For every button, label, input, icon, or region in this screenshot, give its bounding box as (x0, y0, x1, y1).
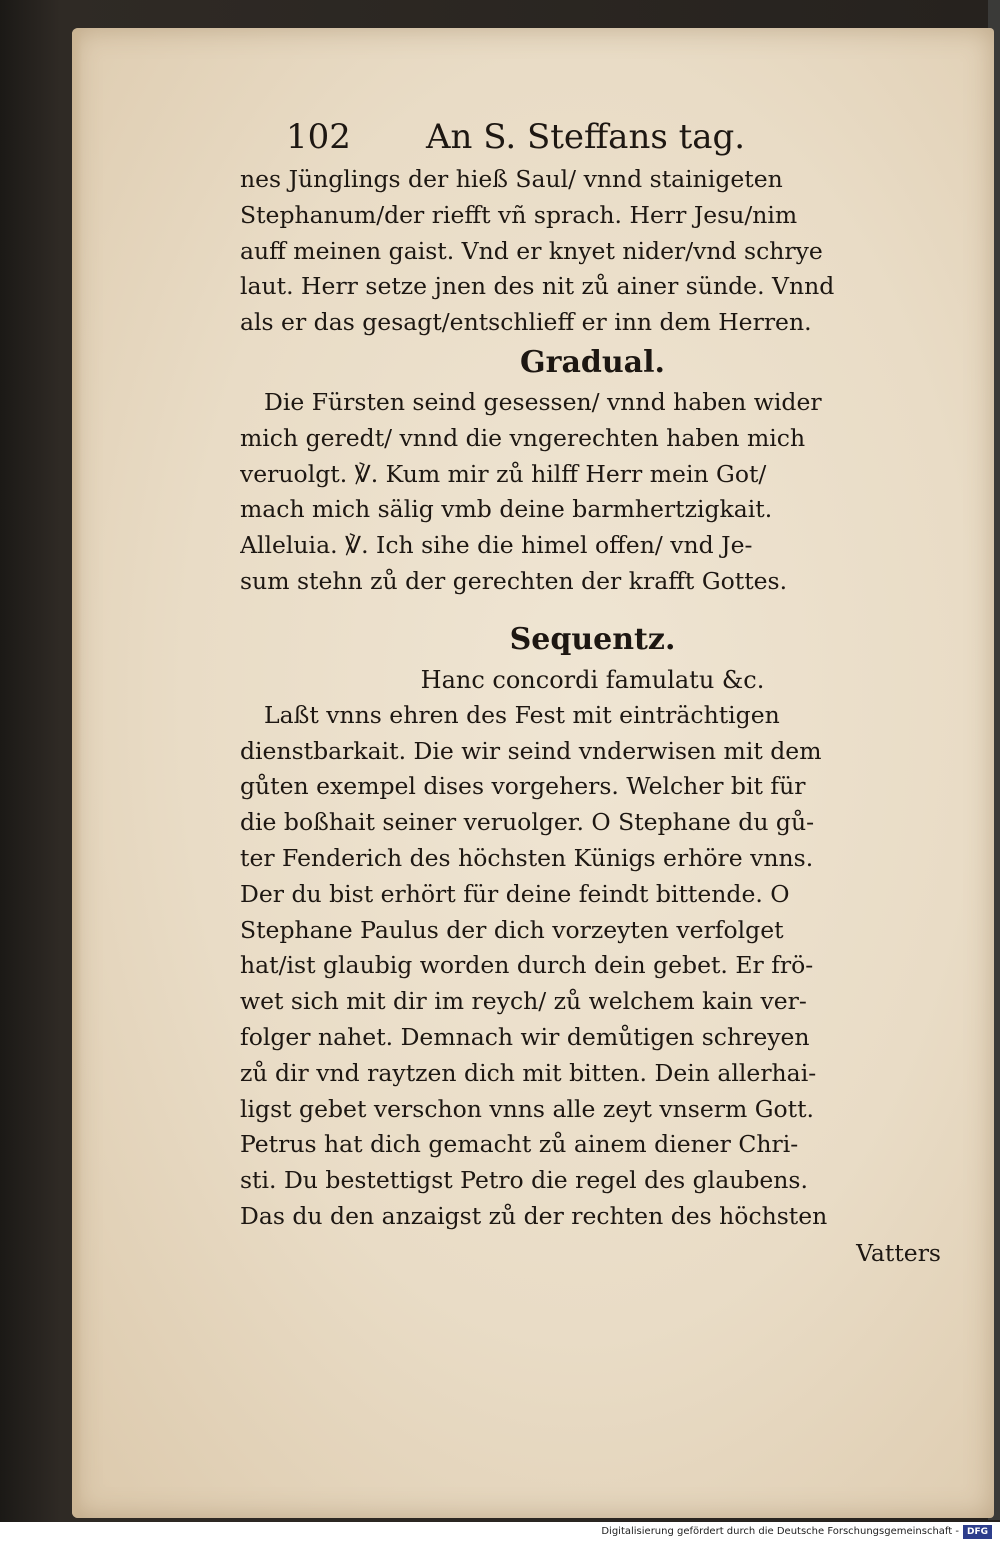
text-line: gůten exempel dises vorgehers. Welcher bit für (240, 772, 806, 801)
text-line: Der du bist erhört für deine feindt bittende. O (240, 879, 790, 908)
text-line: Stephane Paulus der dich vorzeyten verfolget (240, 915, 784, 944)
text-line: mich geredt/ vnnd die vngerechten haben mich (240, 423, 806, 452)
sequenz-incipit: Hanc concordi famulatu &c. (420, 665, 765, 694)
running-head (286, 112, 806, 162)
text-block (240, 162, 945, 1271)
text-line: Laßt vnns ehren des Fest mit einträchtigen (264, 700, 780, 729)
text-line: ligst gebet verschon vnns alle zeyt vnserm Gott. (240, 1094, 815, 1123)
text-line: hat/ist glaubig worden durch dein gebet. Er frö- (240, 951, 814, 980)
text-line: sti. Du bestettigst Petro die regel des glaubens. (240, 1166, 808, 1195)
gradual-heading: Gradual. (520, 344, 665, 380)
sequenz-heading: Sequentz. (509, 621, 676, 657)
text-line: Die Fürsten seind gesessen/ vnnd haben wider (264, 387, 822, 416)
text-line: ter Fenderich des höchsten Künigs erhöre vnns. (240, 843, 814, 872)
text-line: dienstbarkait. Die wir seind vnderwisen mit dem (240, 736, 822, 765)
text-line: laut. Herr setze jnen des nit zů ainer sünde. Vnnd (240, 272, 835, 301)
page-gutter-shadow (72, 28, 82, 1518)
text-line: nes Jünglings der hieß Saul/ vnnd stainigeten (240, 165, 783, 193)
digitization-footer (0, 1522, 1000, 1542)
text-line: wet sich mit dir im reych/ zů welchem kain ver- (240, 987, 807, 1016)
text-line: folger nahet. Demnach wir demůtigen schreyen (240, 1022, 810, 1051)
text-line: Alleluia. ℣. Ich sihe die himel offen/ vnd Je- (240, 531, 753, 560)
text-line: als er das gesagt/entschlieff er inn dem Herren. (240, 308, 812, 337)
text-line: Das du den anzaigst zů der rechten des höchsten (240, 1201, 828, 1230)
text-line: die boßhait seiner veruolger. O Stephane du gů- (240, 808, 815, 837)
text-line: mach mich sälig vmb deine barmhertzigkait. (240, 495, 773, 524)
running-title: An S. Steffans tag. (426, 117, 746, 157)
text-line: Stephanum/der riefft vñ sprach. Herr Jesu/nim (240, 200, 798, 229)
text-line: auff meinen gaist. Vnd er knyet nider/vnd schrye (240, 236, 823, 265)
footer-credit: Digitalisierung gefördert durch die Deutsche Forschungsgemeinschaft - (601, 1526, 959, 1537)
text-line: zů dir vnd raytzen dich mit bitten. Dein allerhai- (240, 1058, 817, 1087)
text-line: sum stehn zů der gerechten der krafft Gottes. (240, 566, 788, 595)
dfg-logo: DFG (963, 1525, 992, 1539)
text-line: Petrus hat dich gemacht zů ainem diener Chri- (240, 1130, 799, 1159)
text-line: veruolgt. ℣. Kum mir zů hilff Herr mein Got/ (240, 459, 767, 488)
catchword: Vatters (856, 1238, 941, 1267)
page-number: 102 (286, 117, 351, 157)
